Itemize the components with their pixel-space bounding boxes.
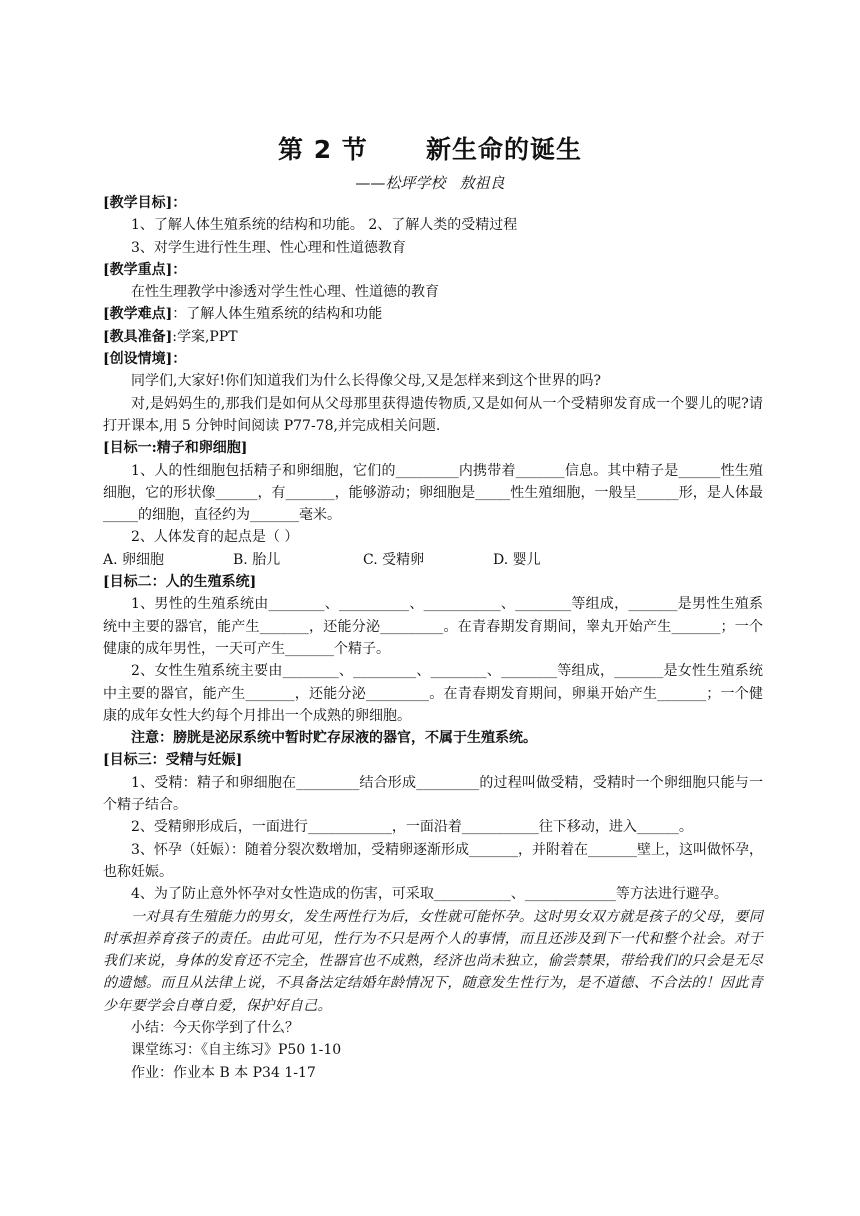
summary-line: 小结：今天你学到了什么？ [131, 1019, 299, 1036]
situation-line-2: 对,是妈妈生的,那我们是如何从父母那里获得遗传物质,又是如何从一个受精卵发育成一个婴儿的呢?请打开课本,用 5 分钟时间阅读 P77-78,并完成相关问题. [103, 395, 763, 434]
preparation-line [103, 326, 763, 348]
difficulty-line [103, 303, 763, 325]
difficulty-text: ：了解人体生殖系统的结构和功能 [172, 306, 383, 323]
target2-question-1: 1、男性的生殖系统由________、__________、___________、________等组成，_______是男性生殖系统中主要的器官，能产生_______，还能分泌_________。在青春期发育期间，睾丸开始产生_______；一个健康的成年男性，一天可产生_______个精子。 [103, 596, 763, 657]
goal-line-1: 1、了解人体生殖系统的结构和功能。 2、了解人类的受精过程 [131, 217, 518, 234]
note-line: 注意：膀胱是泌尿系统中暂时贮存尿液的器官，不属于生殖系统。 [131, 730, 537, 747]
lesson-content [103, 192, 763, 1084]
option-c: C. 受精卵 [363, 551, 425, 568]
practice-line: 课堂练习：《自主练习》P50 1-10 [131, 1042, 342, 1059]
option-d: D. 婴儿 [493, 551, 541, 568]
situation-line-1: 同学们,大家好!你们知道我们为什么长得像父母,又是怎样来到这个世界的吗? [131, 373, 602, 390]
target3-question-1: 1、受精：精子和卵细胞在_________结合形成_________的过程叫做受精，受精时一个卵细胞只能与一个精子结合。 [103, 774, 763, 814]
target2-question-2: 2、女性生殖系统主要由________、_________、________、________等组成，_______是女性生殖系统中主要的器官，能产生_______，还能分泌_________。在青春期发育期间，卵巢开始产生_______；一个健康的成年女性大约每个月排出一个成熟的卵细胞。 [103, 663, 763, 724]
option-b: B. 胎儿 [233, 551, 281, 568]
section-heading-situation: [创设情境]： [103, 351, 187, 368]
target1-question-1: 1、人的性细胞包括精子和卵细胞，它们的_________内携带着_______信息。其中精子是______性生殖细胞，它的形状像______，有_______，能够游动；卵细胞是_____性生殖细胞，一般呈______形，是人体最_____的细胞，直径约为_______毫米。 [103, 462, 763, 524]
target1-question-2: 2、人体发育的起点是（ ） [131, 529, 299, 546]
option-a: A. 卵细胞 [103, 551, 165, 568]
preparation-text: :学案,PPT [172, 328, 238, 345]
discussion-paragraph: 一对具有生殖能力的男女，发生两性行为后，女性就可能怀孕。这时男女双方就是孩子的父母，要同时承担养育孩子的责任。由此可见，性行为不只是两个人的事情，而且还涉及到下一代和整个社会。对于我们来说，身体的发育还不完全，性器官也不成熟，经济也尚未独立，偷尝禁果，带给我们的只会是无尽的遗憾。而且从法律上说，不具备法定结婚年龄情况下，随意发生性行为，是不道德、不合法的！因此青少年要学会自尊自爱，保护好自己。 [103, 908, 763, 1014]
key-point-line: 在性生理教学中渗透对学生性心理、性道德的教育 [131, 284, 439, 301]
author-byline: ——松坪学校 敖祖良 [355, 174, 505, 192]
target3-question-3: 3、怀孕（妊娠）：随着分裂次数增加，受精卵逐渐形成_______，并附着在_______壁上，这叫做怀孕，也称妊娠。 [103, 841, 763, 880]
section-heading-target-1: [目标一:精子和卵细胞] [103, 440, 248, 457]
goal-line-3: 3、对学生进行性生理、性心理和性道德教育 [131, 239, 406, 256]
target3-question-4: 4、为了防止意外怀孕对女性造成的伤害，可采取___________、_____________等方法进行避孕。 [131, 886, 728, 903]
section-heading-difficulty: [教学难点] [103, 306, 173, 323]
homework-line: 作业：作业本 B 本 P34 1-17 [131, 1064, 316, 1081]
page-title: 第 2 节 新生命的诞生 [277, 135, 583, 164]
section-heading-target-3: [目标三：受精与妊娠] [103, 752, 243, 769]
answer-options [103, 549, 763, 571]
section-heading-target-2: [目标二：人的生殖系统] [103, 574, 257, 591]
section-heading-preparation: [教具准备] [103, 328, 173, 345]
target3-question-2: 2、受精卵形成后，一面进行____________，一面沿着___________往下移动，进入______。 [131, 819, 693, 836]
section-heading-key-points: [教学重点]： [103, 261, 187, 278]
section-heading-goals: [教学目标]： [103, 195, 187, 211]
